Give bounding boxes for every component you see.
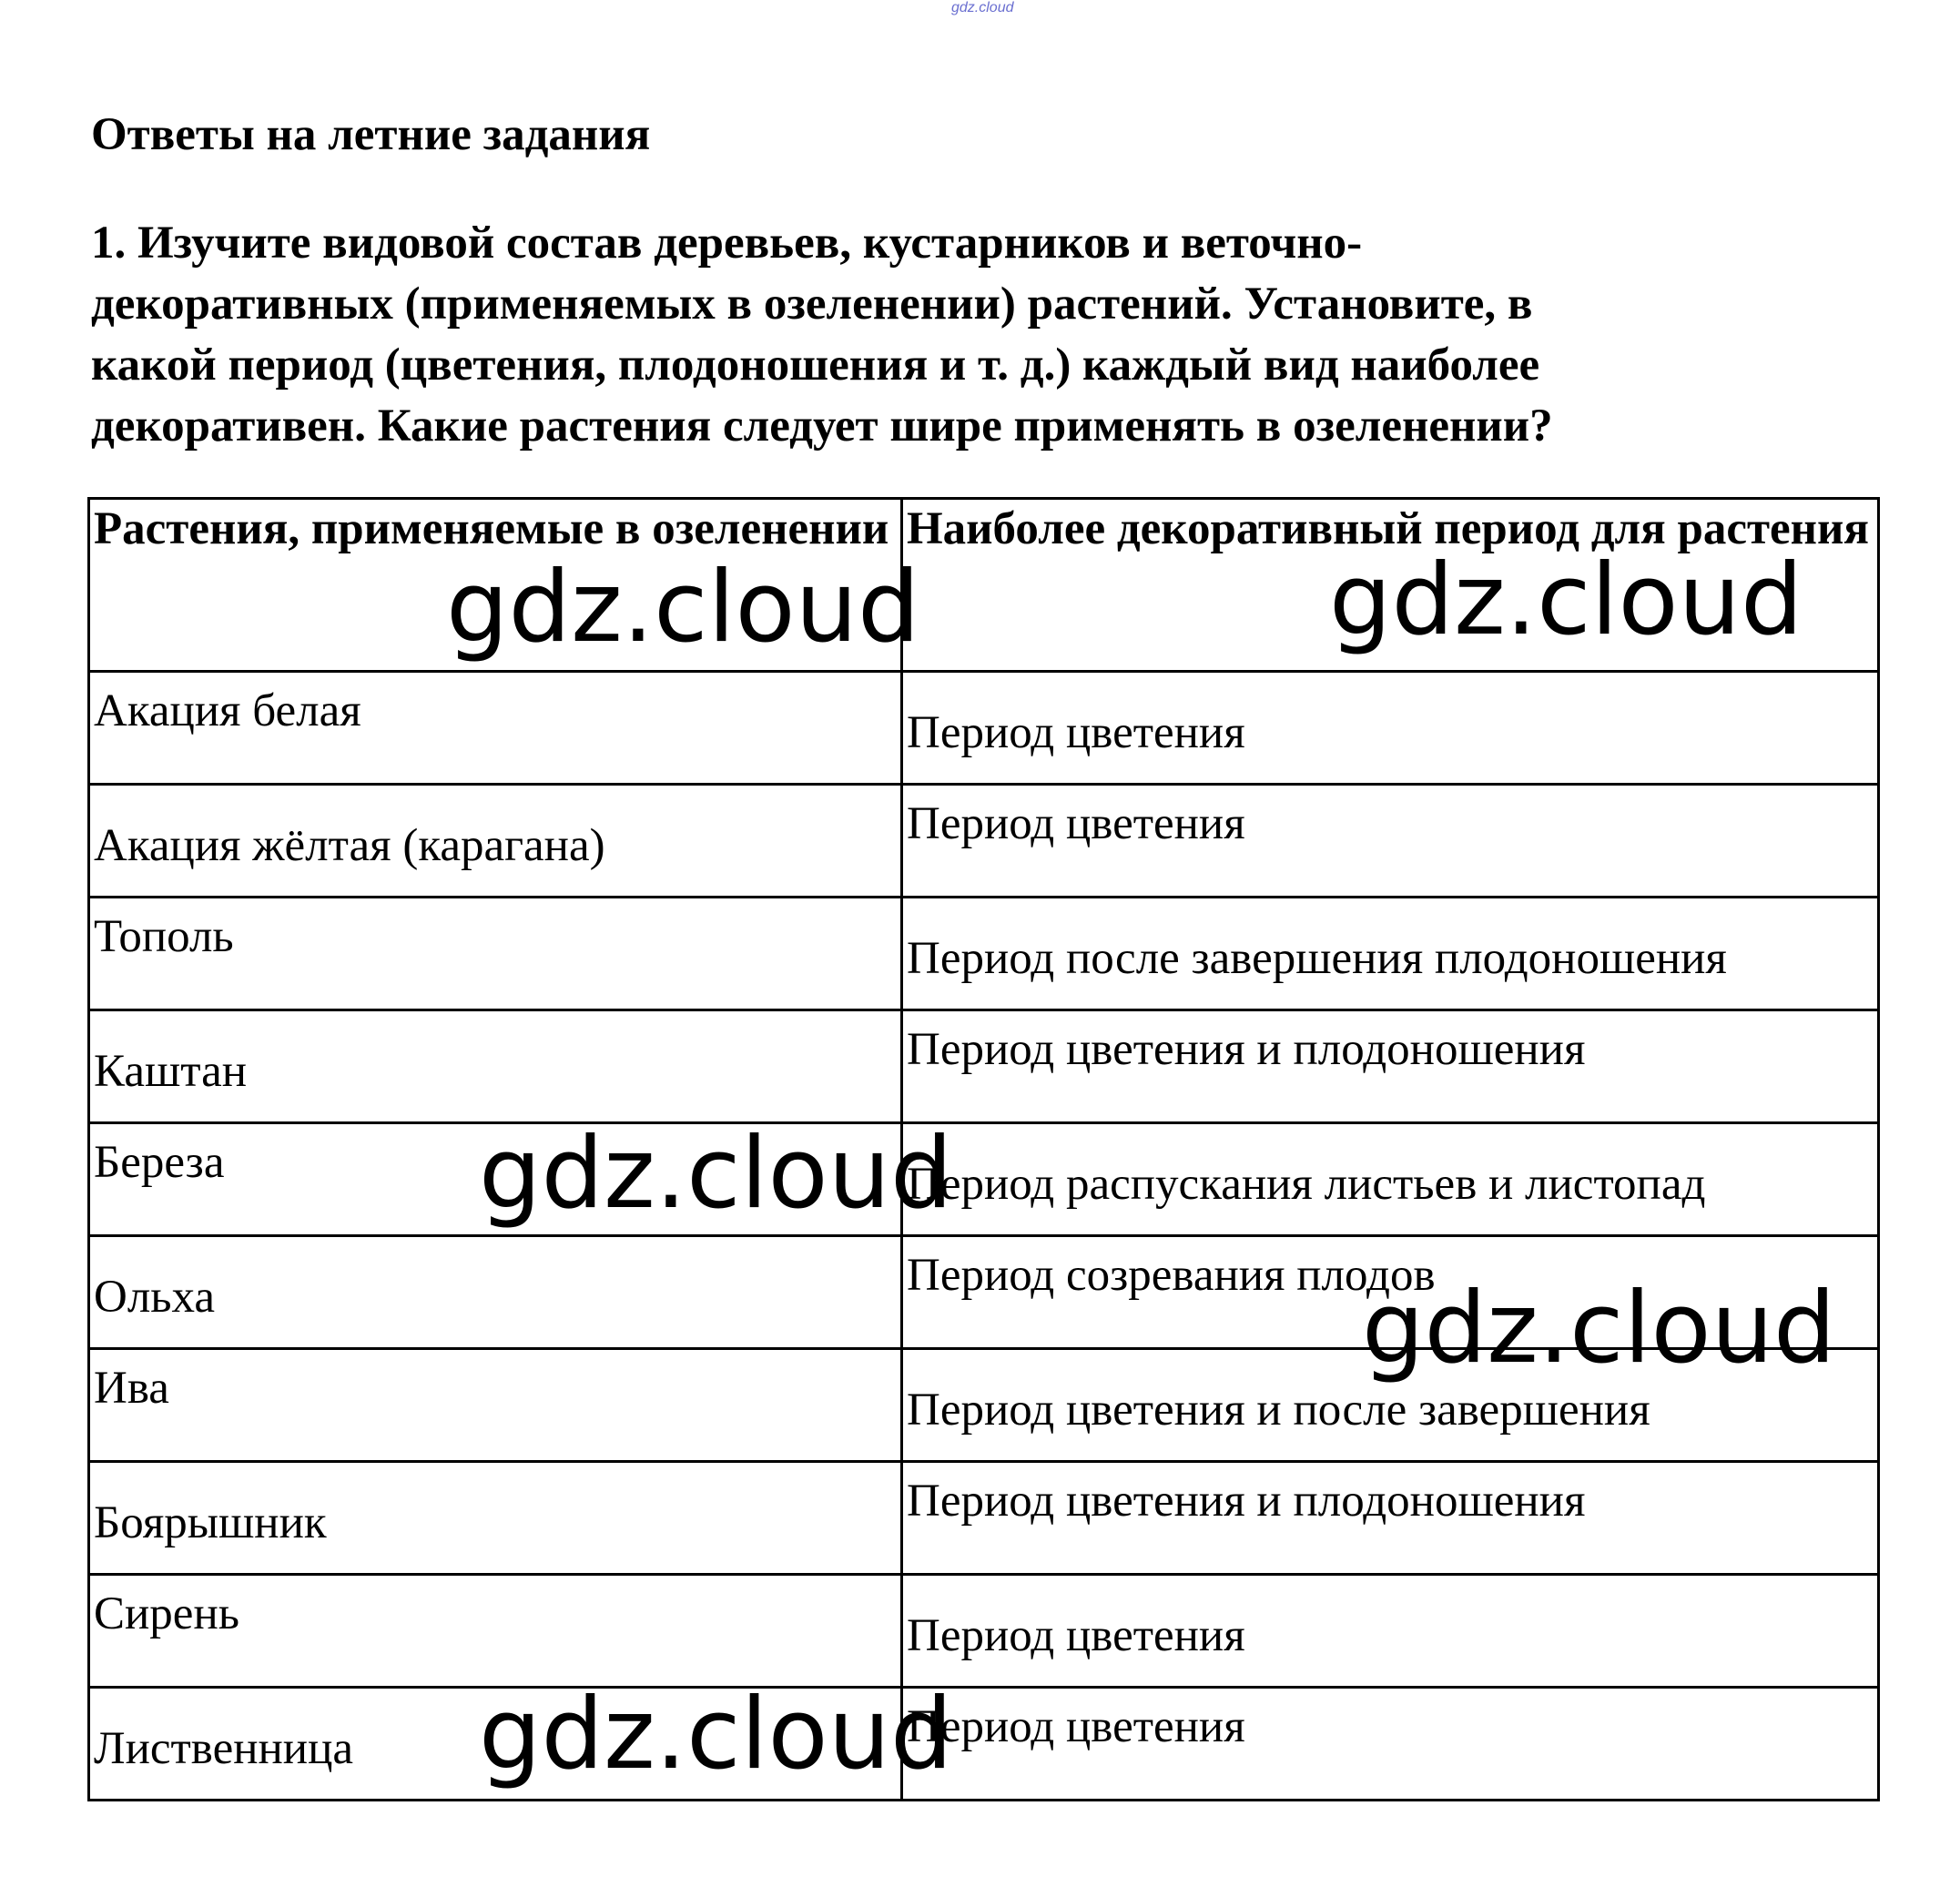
plant-name: Акация жёлтая (карагана) <box>94 820 605 871</box>
header-period: Наиболее декоративный период для растения <box>902 499 1879 672</box>
top-watermark: gdz.cloud <box>951 0 1014 15</box>
period-text: Период цветения <box>907 707 1245 758</box>
watermark: gdz.cloud <box>479 1678 953 1791</box>
plant-cell <box>89 898 902 1010</box>
plant-name: Боярышник <box>94 1497 327 1548</box>
plant-cell <box>89 1575 902 1688</box>
period-text: Период цветения <box>907 1701 1245 1752</box>
plant-name: Лиственница <box>94 1723 354 1774</box>
watermark: gdz.cloud <box>479 1117 953 1231</box>
plant-name: Каштан <box>94 1046 248 1097</box>
period-text: Период после завершения плодоношения <box>907 933 1727 984</box>
answers-table <box>87 497 1880 1801</box>
task-line: какой период (цветения, плодоношения и т. д.) каждый вид наиболее <box>91 340 1540 391</box>
plant-cell <box>89 1349 902 1462</box>
period-cell <box>902 1575 1879 1688</box>
plant-name: Акация белая <box>94 685 361 736</box>
plant-cell <box>89 1010 902 1123</box>
period-text: Период распускания листьев и листопад <box>907 1159 1706 1210</box>
period-text: Период созревания плодов <box>907 1250 1436 1301</box>
period-cell <box>902 1123 1879 1236</box>
watermark: gdz.cloud <box>446 551 920 665</box>
plant-cell <box>89 785 902 898</box>
period-cell <box>902 785 1879 898</box>
table-row <box>89 672 1879 785</box>
period-cell <box>902 1462 1879 1575</box>
period-cell <box>902 1688 1879 1801</box>
watermark: gdz.cloud <box>1329 543 1803 657</box>
plant-cell <box>89 672 902 785</box>
table-row <box>89 1575 1879 1688</box>
plant-name: Ива <box>94 1363 169 1414</box>
task-line: 1. Изучите видовой состав деревьев, кустарников и веточно- <box>91 218 1363 269</box>
period-text: Период цветения и плодоношения <box>907 1476 1586 1527</box>
table-row <box>89 1010 1879 1123</box>
period-text: Период цветения и плодоношения <box>907 1024 1586 1075</box>
task-line: декоративен. Какие растения следует шире применять в озеленении? <box>91 401 1553 451</box>
period-cell <box>902 898 1879 1010</box>
period-text: Период цветения <box>907 1610 1245 1661</box>
period-text: Период цветения <box>907 798 1245 849</box>
plant-name: Береза <box>94 1137 225 1188</box>
plant-name: Тополь <box>94 911 234 962</box>
task-line: декоративных (применяемых в озеленении) растений. Установите, в <box>91 279 1533 330</box>
plant-name: Сирень <box>94 1588 239 1639</box>
table-row <box>89 1688 1879 1801</box>
page-title: Ответы на летние задания <box>91 109 651 160</box>
plant-name: Ольха <box>94 1272 216 1323</box>
table-row <box>89 898 1879 1010</box>
table-row <box>89 1462 1879 1575</box>
period-text: Период цветения и после завершения <box>907 1385 1650 1436</box>
plant-cell <box>89 1462 902 1575</box>
watermark: gdz.cloud <box>1362 1272 1836 1385</box>
plant-cell <box>89 1236 902 1349</box>
table-row <box>89 1123 1879 1236</box>
period-cell <box>902 1010 1879 1123</box>
period-cell <box>902 672 1879 785</box>
task-description <box>91 213 1912 457</box>
table-row <box>89 785 1879 898</box>
header-plants: Растения, применяемые в озеленении <box>89 499 902 672</box>
